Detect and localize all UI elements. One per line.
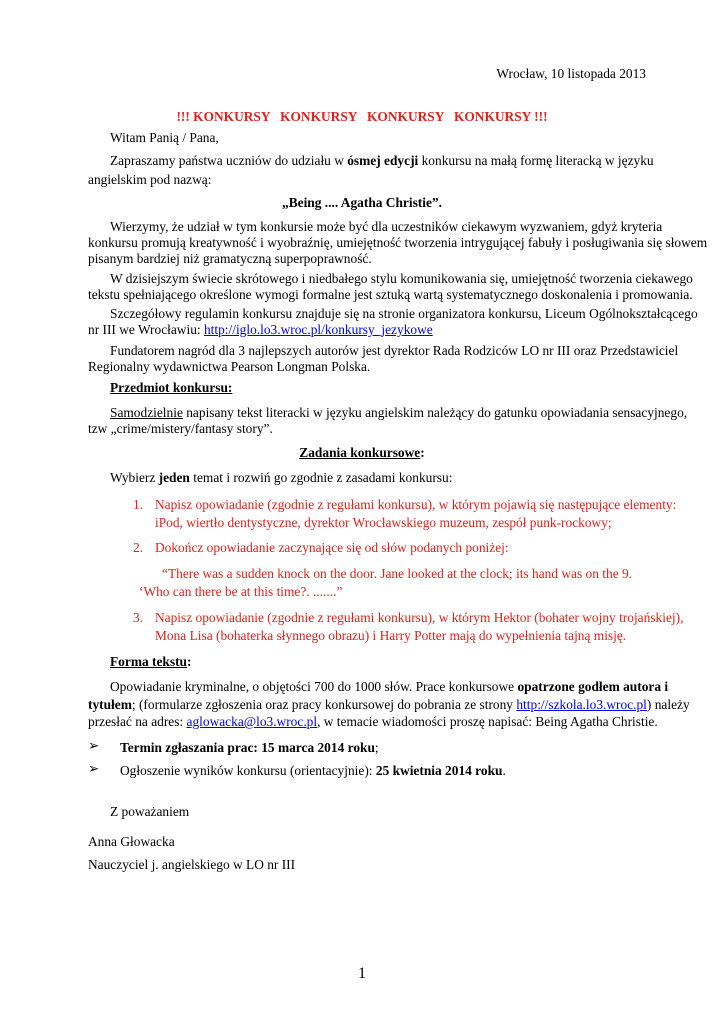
believe-line-1: Wierzymy, że udział w tym konkursie może być dla uczestników ciekawym wyzwaniem, gdyż kryteria xyxy=(110,219,663,234)
task-1-line-2: iPod, wiertło dentystyczne, dyrektor Wrocławskiego muzeum, zespół punk-rockowy; xyxy=(155,515,612,530)
form-text-1: Opowiadanie kryminalne, o objętości 700 do 1000 słów. Prace konkursowe xyxy=(110,679,518,694)
form-heading-colon: : xyxy=(186,654,192,669)
world-line-1: W dzisiejszym świecie skrótowego i niedbałego stylu komunikowania się, umiejętność tworzenia ciekawego xyxy=(110,271,693,286)
intro-bold: ósmej edycji xyxy=(347,153,419,168)
results-rest: . xyxy=(502,763,506,778)
intro-text-2: konkursu na małą formę literacką w języku xyxy=(418,153,654,168)
school-link[interactable]: http://szkola.lo3.wroc.pl xyxy=(516,697,647,712)
rules-link[interactable]: http://iglo.lo3.wroc.pl/konkursy_jezykowe xyxy=(203,322,433,337)
tasks-heading-colon: : xyxy=(420,445,425,460)
form-heading xyxy=(110,653,191,670)
form-text-2: ; (formularze zgłoszenia oraz pracy konkursowej do pobrania ze strony xyxy=(131,697,517,712)
rules-text: nr III we Wrocławiu: xyxy=(88,322,204,337)
document-date: Wrocław, 10 listopada 2013 xyxy=(496,66,646,81)
deadline-bullet xyxy=(120,739,379,756)
results-bold: 25 kwietnia 2014 roku xyxy=(375,763,503,778)
rules-line-2 xyxy=(88,321,433,338)
rules-line-1: Szczegółowy regulamin konkursu znajduje się na stronie organizatora konkursu, Liceum Ogólnokształcącego xyxy=(110,306,698,321)
page-number: 1 xyxy=(358,965,366,982)
form-heading-text: Forma tekstu xyxy=(110,654,187,669)
task-1-number: 1. xyxy=(133,497,144,512)
subject-line-1 xyxy=(110,404,687,421)
task-3-line-1: Napisz opowiadanie (zgodnie z regułami konkursu), w którym Hektor (bohater wojny trojańskiej), xyxy=(155,610,684,625)
signature-name: Anna Głowacka xyxy=(88,834,175,849)
intro-text-1: Zapraszamy państwa uczniów do udziału w xyxy=(110,153,348,168)
task-2-quote-line-2: ‘Who can there be at this time?. .......” xyxy=(139,584,343,599)
task-2-quote-line-1: “There was a sudden knock on the door. Jane looked at the clock; its hand was on the 9. xyxy=(162,566,633,581)
tasks-heading-text: Zadania konkursowe xyxy=(299,445,421,460)
form-text-3: ) należy xyxy=(646,697,690,712)
choose-bold: jeden xyxy=(158,470,190,485)
task-2-number: 2. xyxy=(133,540,144,555)
task-3-line-2: Mona Lisa (bohaterka słynnego obrazu) i Harry Potter mają do wypełnienia tajną misję. xyxy=(155,628,627,643)
sponsor-line-2: Regionalny wydawnictwa Pearson Longman Polska. xyxy=(88,359,371,374)
subject-underlined: Samodzielnie xyxy=(110,405,183,420)
world-line-2: tekstu spełniającego określone wymogi formalne jest sztuką wartą systematycznego doskonalenia i promowania. xyxy=(88,287,693,302)
email-link[interactable]: aglowacka@lo3.wroc.pl xyxy=(186,714,318,729)
form-line-3 xyxy=(88,713,658,730)
task-1-line-1: Napisz opowiadanie (zgodnie z regułami konkursu), w którym pojawią się następujące elementy: xyxy=(155,497,677,512)
choose-text-1: Wybierz xyxy=(110,470,159,485)
tasks-heading xyxy=(0,444,724,461)
subject-heading: Przedmiot konkursu: xyxy=(110,380,233,395)
believe-line-2: konkursu promują kreatywność i wyobraźnię, umiejętność tworzenia intrygującej fabuły i posługiwania się słowem xyxy=(88,235,708,250)
sponsor-line-1: Fundatorem nagród dla 3 najlepszych autorów jest dyrektor Rada Rodziców LO nr III oraz Przedstawiciel xyxy=(110,343,679,358)
believe-line-3: pisanym bardziej niż gramatyczną superpoprawność. xyxy=(88,251,372,266)
task-3-number: 3. xyxy=(133,610,144,625)
arrow-bullet-icon: ➢ xyxy=(88,738,100,753)
greeting: Witam Panią / Pana, xyxy=(110,130,219,145)
signature-role: Nauczyciel j. angielskiego w LO nr III xyxy=(88,857,296,872)
deadline-rest: ; xyxy=(374,740,379,755)
choose-text-2: temat i rozwiń go zgodnie z zasadami konkursu: xyxy=(189,470,453,485)
form-bold-2: tytułem xyxy=(88,697,132,712)
closing: Z poważaniem xyxy=(110,804,190,819)
form-bold-1: opatrzone godłem autora i xyxy=(517,679,669,694)
arrow-bullet-icon: ➢ xyxy=(88,761,100,776)
document-title: !!! KONKURSY KONKURSY KONKURSY KONKURSY !!! xyxy=(176,109,548,124)
form-text-5: , w temacie wiadomości proszę napisać: Being Agatha Christie. xyxy=(317,714,658,729)
form-line-1 xyxy=(110,678,668,695)
form-text-4: przesłać na adres: xyxy=(88,714,187,729)
subject-text: napisany tekst literacki w języku angielskim należący do gatunku opowiadania sensacyjnego, xyxy=(182,405,688,420)
contest-name: „Being .... Agatha Christie”. xyxy=(282,195,442,210)
intro-line-1 xyxy=(110,152,654,169)
task-2-line-1: Dokończ opowiadanie zaczynające się od słów podanych poniżej: xyxy=(155,540,509,555)
deadline-bold: Termin zgłaszania prac: 15 marca 2014 roku xyxy=(120,740,375,755)
results-bullet xyxy=(120,762,506,779)
tasks-choose xyxy=(110,469,452,486)
subject-line-2: tzw „crime/mistery/fantasy story”. xyxy=(88,421,273,436)
results-text: Ogłoszenie wyników konkursu (orientacyjnie): xyxy=(120,763,376,778)
form-line-2 xyxy=(88,696,690,713)
intro-line-2: angielskim pod nazwą: xyxy=(88,172,212,187)
